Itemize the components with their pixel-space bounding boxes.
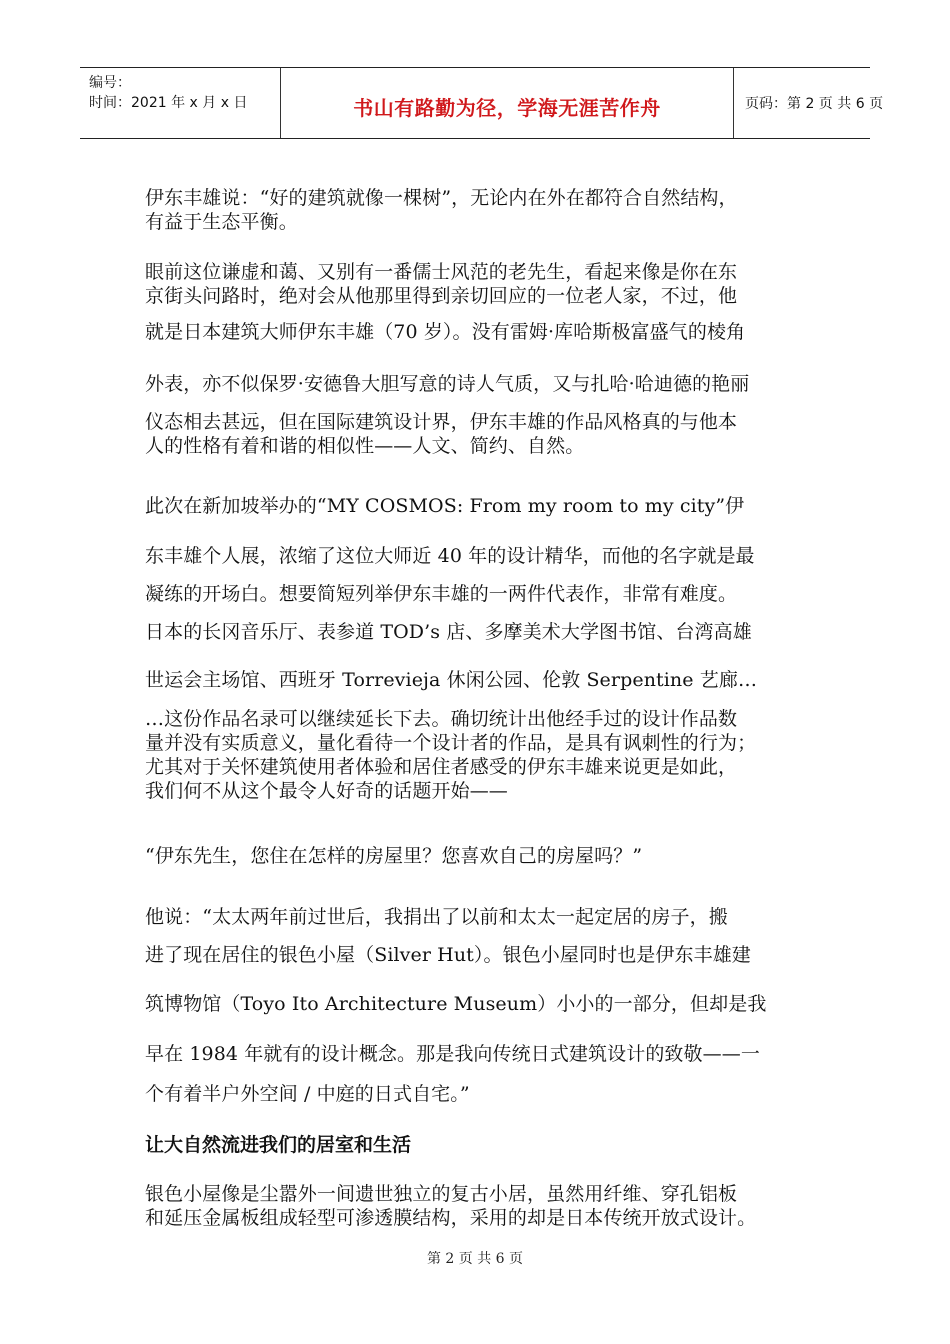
paragraph-2-cont xyxy=(145,410,820,458)
text-line: 眼前这位谦虚和蔼、又别有一番儒士风范的老先生，看起来像是你在东 xyxy=(145,261,738,283)
paragraph-5-cont xyxy=(145,1042,820,1066)
paragraph-2-cont xyxy=(145,320,820,344)
header-motto-cell xyxy=(280,68,734,138)
text-line: 东丰雄个人展，浓缩了这位大师近 40 年的设计精华，而他的名字就是最 xyxy=(145,545,755,567)
text-line: 和延压金属板组成轻型可渗透膜结构，采用的却是日本传统开放式设计。 xyxy=(145,1207,757,1229)
text-line: 他说：“太太两年前过世后，我捐出了以前和太太一起定居的房子，搬 xyxy=(145,906,728,928)
text-line: 尤其对于关怀建筑使用者体验和居住者感受的伊东丰雄来说更是如此， xyxy=(145,756,738,778)
text-line: 此次在新加坡举办的“MY COSMOS: From my room to my city”伊 xyxy=(145,495,745,517)
text-line: 人的性格有着和谐的相似性——人文、简约、自然。 xyxy=(145,435,585,457)
paragraph-3 xyxy=(145,494,820,518)
paragraph-2 xyxy=(145,260,820,308)
paragraph-5-cont xyxy=(145,1082,820,1106)
text-line: 日本的长冈音乐厅、表参道 TOD’s 店、多摩美术大学图书馆、台湾高雄 xyxy=(145,621,752,643)
paragraph-2-cont xyxy=(145,372,820,396)
text-line: 京街头问路时，绝对会从他那里得到亲切回应的一位老人家，不过，他 xyxy=(145,285,738,307)
text-line: 筑博物馆（Toyo Ito Architecture Museum）小小的一部分，但却是我 xyxy=(145,993,767,1015)
paragraph-3-cont xyxy=(145,707,820,803)
header-motto: 书山有路勤为径，学海无涯苦作舟 xyxy=(353,96,661,120)
paragraph-3-cont xyxy=(145,582,820,606)
paragraph-4 xyxy=(145,844,820,868)
text-line: 有益于生态平衡。 xyxy=(145,211,298,233)
header-page-info: 页码：第 2 页 共 6 页 xyxy=(745,96,884,112)
section-heading: 让大自然流进我们的居室和生活 xyxy=(145,1134,412,1156)
text-line: 仪态相去甚远，但在国际建筑设计界，伊东丰雄的作品风格真的与他本 xyxy=(145,411,738,433)
paragraph-3-cont xyxy=(145,668,820,692)
text-line: 凝练的开场白。想要简短列举伊东丰雄的一两件代表作，非常有难度。 xyxy=(145,583,738,605)
paragraph-3-cont xyxy=(145,544,820,568)
document-date: 时间：2021 年 x 月 x 日 xyxy=(89,95,248,111)
text-line: 银色小屋像是尘嚣外一间遗世独立的复古小居，虽然用纤维、穿孔铝板 xyxy=(145,1183,738,1205)
header-page-cell xyxy=(733,68,884,138)
text-line: 个有着半户外空间 / 中庭的日式自宅。” xyxy=(145,1083,470,1105)
text-line: …这份作品名录可以继续延长下去。确切统计出他经手过的设计作品数 xyxy=(145,708,738,730)
header-meta-cell xyxy=(80,68,280,138)
paragraph-1 xyxy=(145,186,820,234)
paragraph-3-cont xyxy=(145,620,820,644)
paragraph-5-cont xyxy=(145,992,820,1016)
paragraph-5 xyxy=(145,905,820,929)
page-footer: 第 2 页 共 6 页 xyxy=(426,1251,524,1267)
text-line: 我们何不从这个最令人好奇的话题开始—— xyxy=(145,780,508,802)
text-line: 早在 1984 年就有的设计概念。那是我向传统日式建筑设计的致敬——一 xyxy=(145,1043,760,1065)
page-header xyxy=(80,67,884,139)
paragraph-6 xyxy=(145,1182,820,1230)
text-line: 就是日本建筑大师伊东丰雄（70 岁）。没有雷姆·库哈斯极富盛气的棱角 xyxy=(145,321,746,343)
text-line: 外表，亦不似保罗·安德鲁大胆写意的诗人气质，又与扎哈·哈迪德的艳丽 xyxy=(145,373,750,395)
text-line: “伊东先生，您住在怎样的房屋里？您喜欢自己的房屋吗？” xyxy=(145,845,643,867)
text-line: 伊东丰雄说：“好的建筑就像一棵树”，无论内在外在都符合自然结构， xyxy=(145,187,738,209)
text-line: 进了现在居住的银色小屋（Silver Hut）。银色小屋同时也是伊东丰雄建 xyxy=(145,944,751,966)
document-number-label: 编号： xyxy=(89,75,131,91)
paragraph-5-cont xyxy=(145,943,820,967)
text-line: 量并没有实质意义，量化看待一个设计者的作品，是具有讽刺性的行为； xyxy=(145,732,757,754)
text-line: 世运会主场馆、西班牙 Torrevieja 休闲公园、伦敦 Serpentine 艺廊… xyxy=(145,669,758,691)
